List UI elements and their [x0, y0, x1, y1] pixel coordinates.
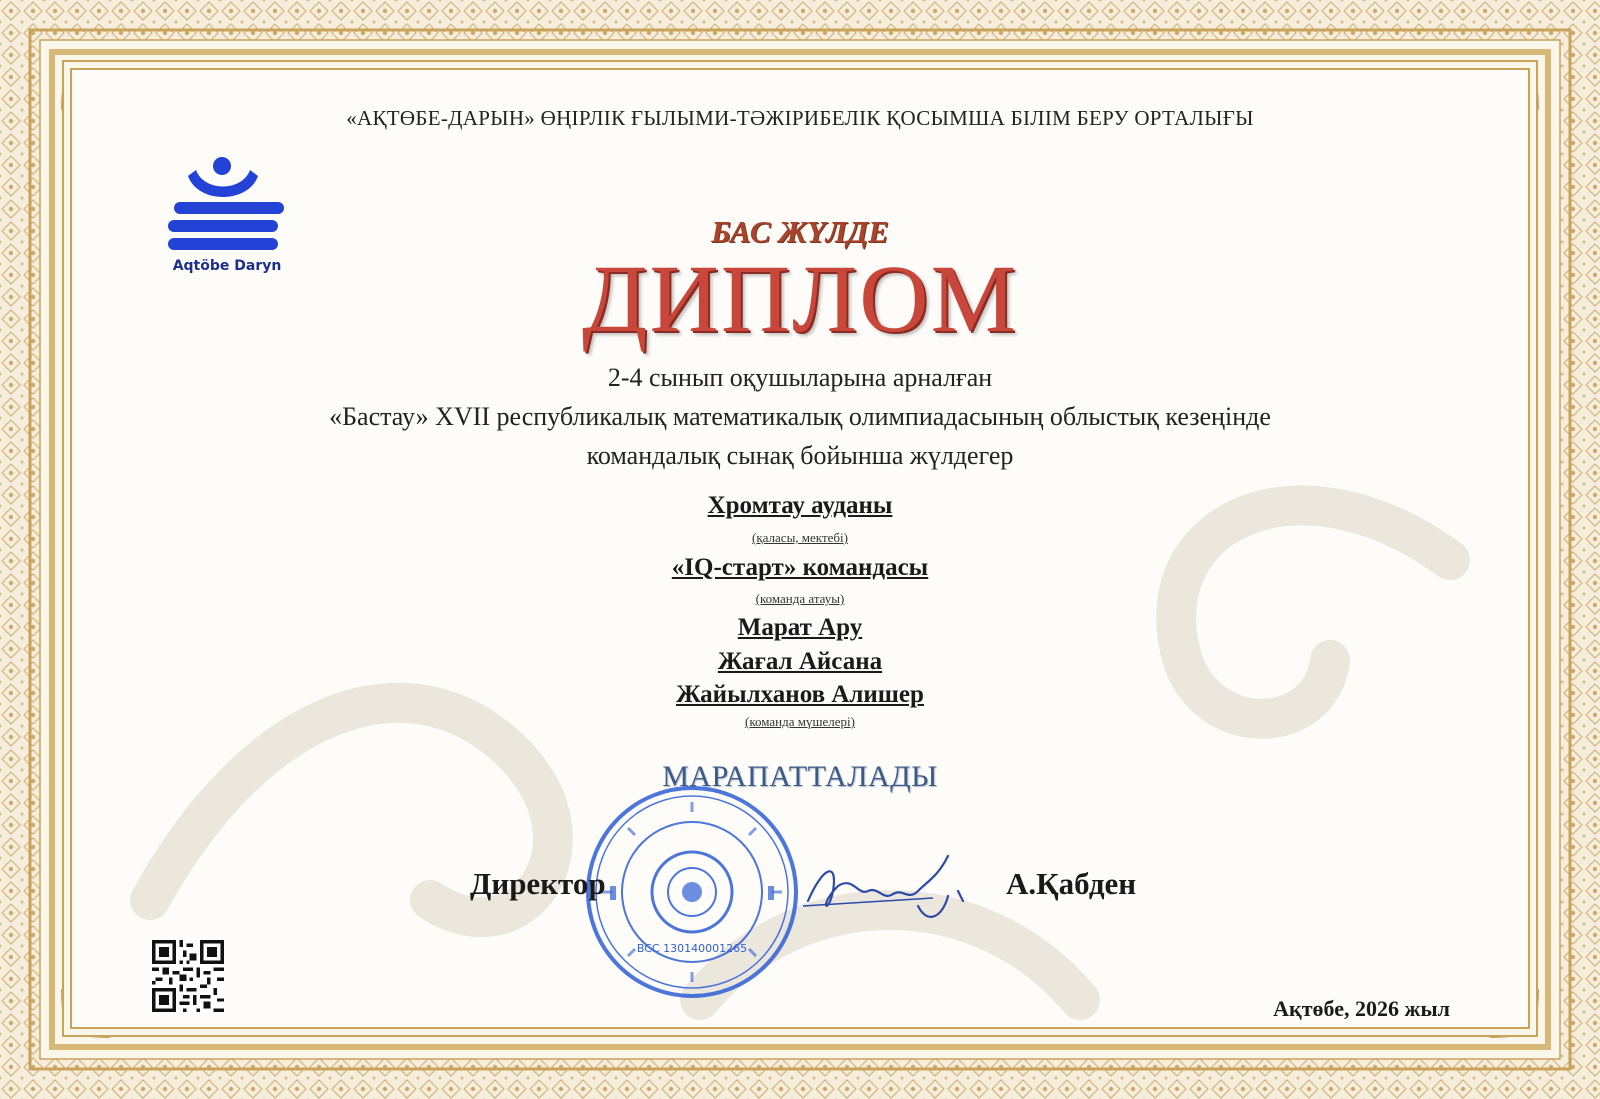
- place-and-year: Ақтөбе, 2026 жыл: [1273, 996, 1450, 1021]
- district-hint: (қаласы, мектебі): [752, 530, 848, 545]
- description-line-3: командалық сынақ бойынша жүлдегер: [586, 441, 1014, 470]
- district-value: Хромтау ауданы: [707, 492, 893, 519]
- description-line-1: 2-4 сынып оқушыларына арналған: [607, 363, 993, 392]
- award-subtitle: БАС ЖҮЛДЕ: [711, 214, 889, 249]
- awarded-text: МАРАПАТТАЛАДЫ: [662, 760, 938, 793]
- qr-code: [152, 940, 224, 1012]
- team-member: Жағал Айсана: [717, 648, 883, 675]
- stamp-number: BCC 130140001265: [636, 942, 748, 955]
- description-line-2: «Бастау» XVII республикалық математикалық олимпиадасының облыстық кезеңінде: [329, 402, 1271, 431]
- team-member: Марат Ару: [737, 614, 863, 641]
- director-signature: [798, 846, 973, 936]
- team-hint: (команда атауы): [755, 591, 845, 606]
- signatory-role: Директор: [470, 866, 606, 901]
- organization-title: «АҚТӨБЕ-ДАРЫН» ӨҢІРЛІК ҒЫЛЫМИ-ТӘЖІРИБЕЛІК ҚОСЫМША БІЛІМ БЕРУ ОРТАЛЫҒЫ: [346, 106, 1254, 130]
- team-member: Жайылханов Алишер: [676, 681, 924, 708]
- members-hint: (команда мүшелері): [745, 714, 855, 729]
- logo-caption: Aqtöbe Daryn: [172, 258, 282, 274]
- signatory-name: А.Қабден: [1006, 866, 1137, 901]
- diploma-title: ДИПЛОМ: [582, 245, 1018, 352]
- team-value: «IQ-старт» командасы: [671, 554, 929, 581]
